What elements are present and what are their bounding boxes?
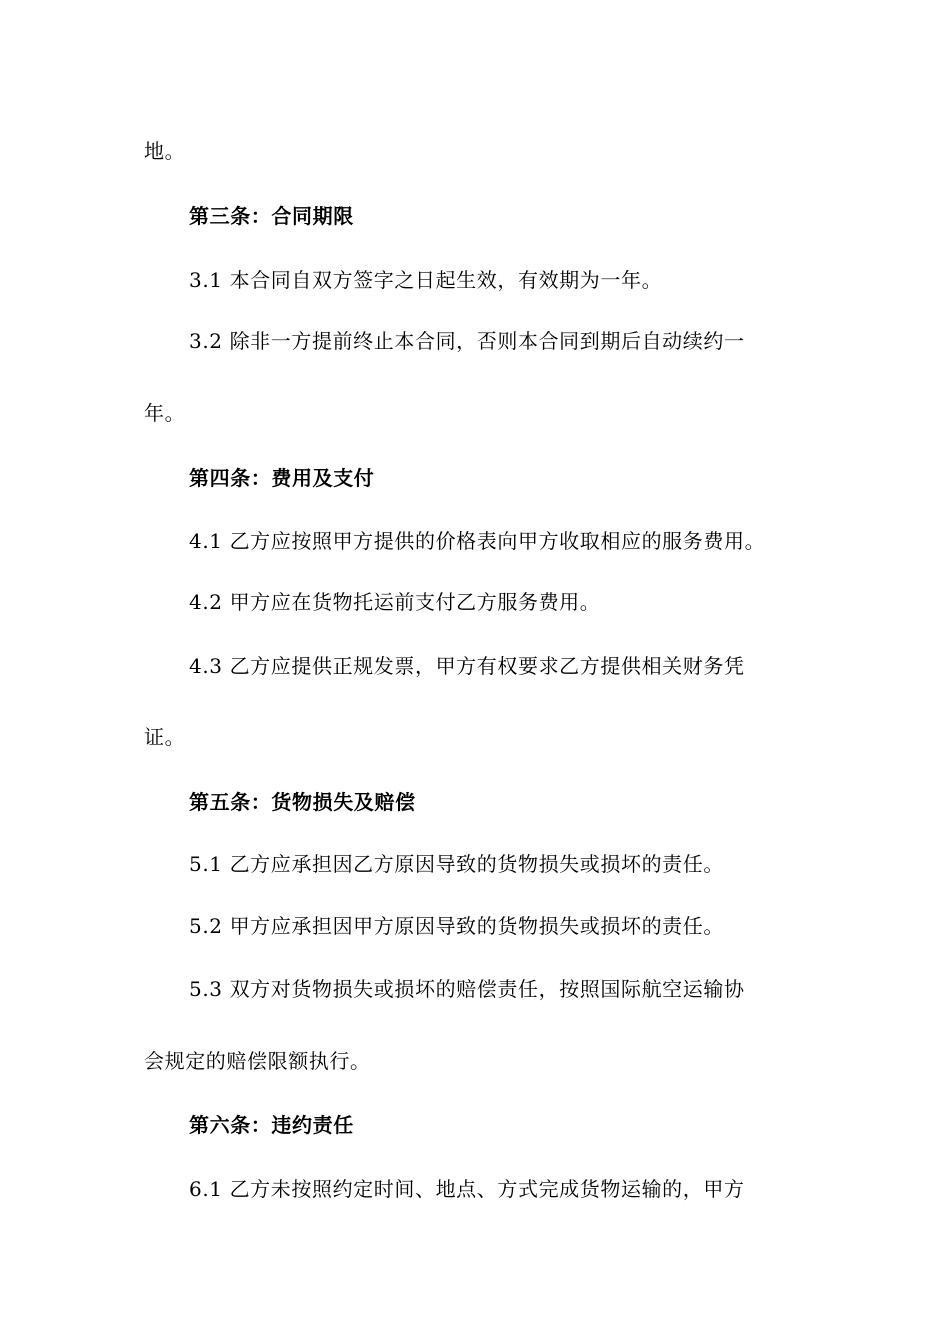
clause-6-1: 6.1 乙方未按照约定时间、地点、方式完成货物运输的，甲方 bbox=[189, 1177, 745, 1201]
clause-5-2: 5.2 甲方应承担因甲方原因导致的货物损失或损坏的责任。 bbox=[189, 914, 724, 938]
clause-3-2-continuation: 年。 bbox=[144, 401, 186, 425]
article-4-heading: 第四条：费用及支付 bbox=[189, 466, 375, 490]
clause-4-3: 4.3 乙方应提供正规发票，甲方有权要求乙方提供相关财务凭 bbox=[189, 654, 745, 678]
article-3-heading: 第三条：合同期限 bbox=[189, 204, 354, 228]
article-5-heading: 第五条：货物损失及赔偿 bbox=[189, 790, 416, 814]
paragraph-continuation: 地。 bbox=[144, 139, 186, 163]
clause-4-1: 4.1 乙方应按照甲方提供的价格表向甲方收取相应的服务费用。 bbox=[189, 529, 766, 553]
clause-3-1: 3.1 本合同自双方签字之日起生效，有效期为一年。 bbox=[189, 268, 663, 292]
clause-5-1: 5.1 乙方应承担因乙方原因导致的货物损失或损坏的责任。 bbox=[189, 852, 724, 876]
article-6-heading: 第六条：违约责任 bbox=[189, 1113, 354, 1137]
clause-4-3-continuation: 证。 bbox=[144, 725, 186, 749]
clause-5-3: 5.3 双方对货物损失或损坏的赔偿责任，按照国际航空运输协 bbox=[189, 977, 745, 1001]
clause-5-3-continuation: 会规定的赔偿限额执行。 bbox=[144, 1049, 371, 1073]
clause-3-2: 3.2 除非一方提前终止本合同，否则本合同到期后自动续约一 bbox=[189, 329, 745, 353]
clause-4-2: 4.2 甲方应在货物托运前支付乙方服务费用。 bbox=[189, 590, 601, 614]
